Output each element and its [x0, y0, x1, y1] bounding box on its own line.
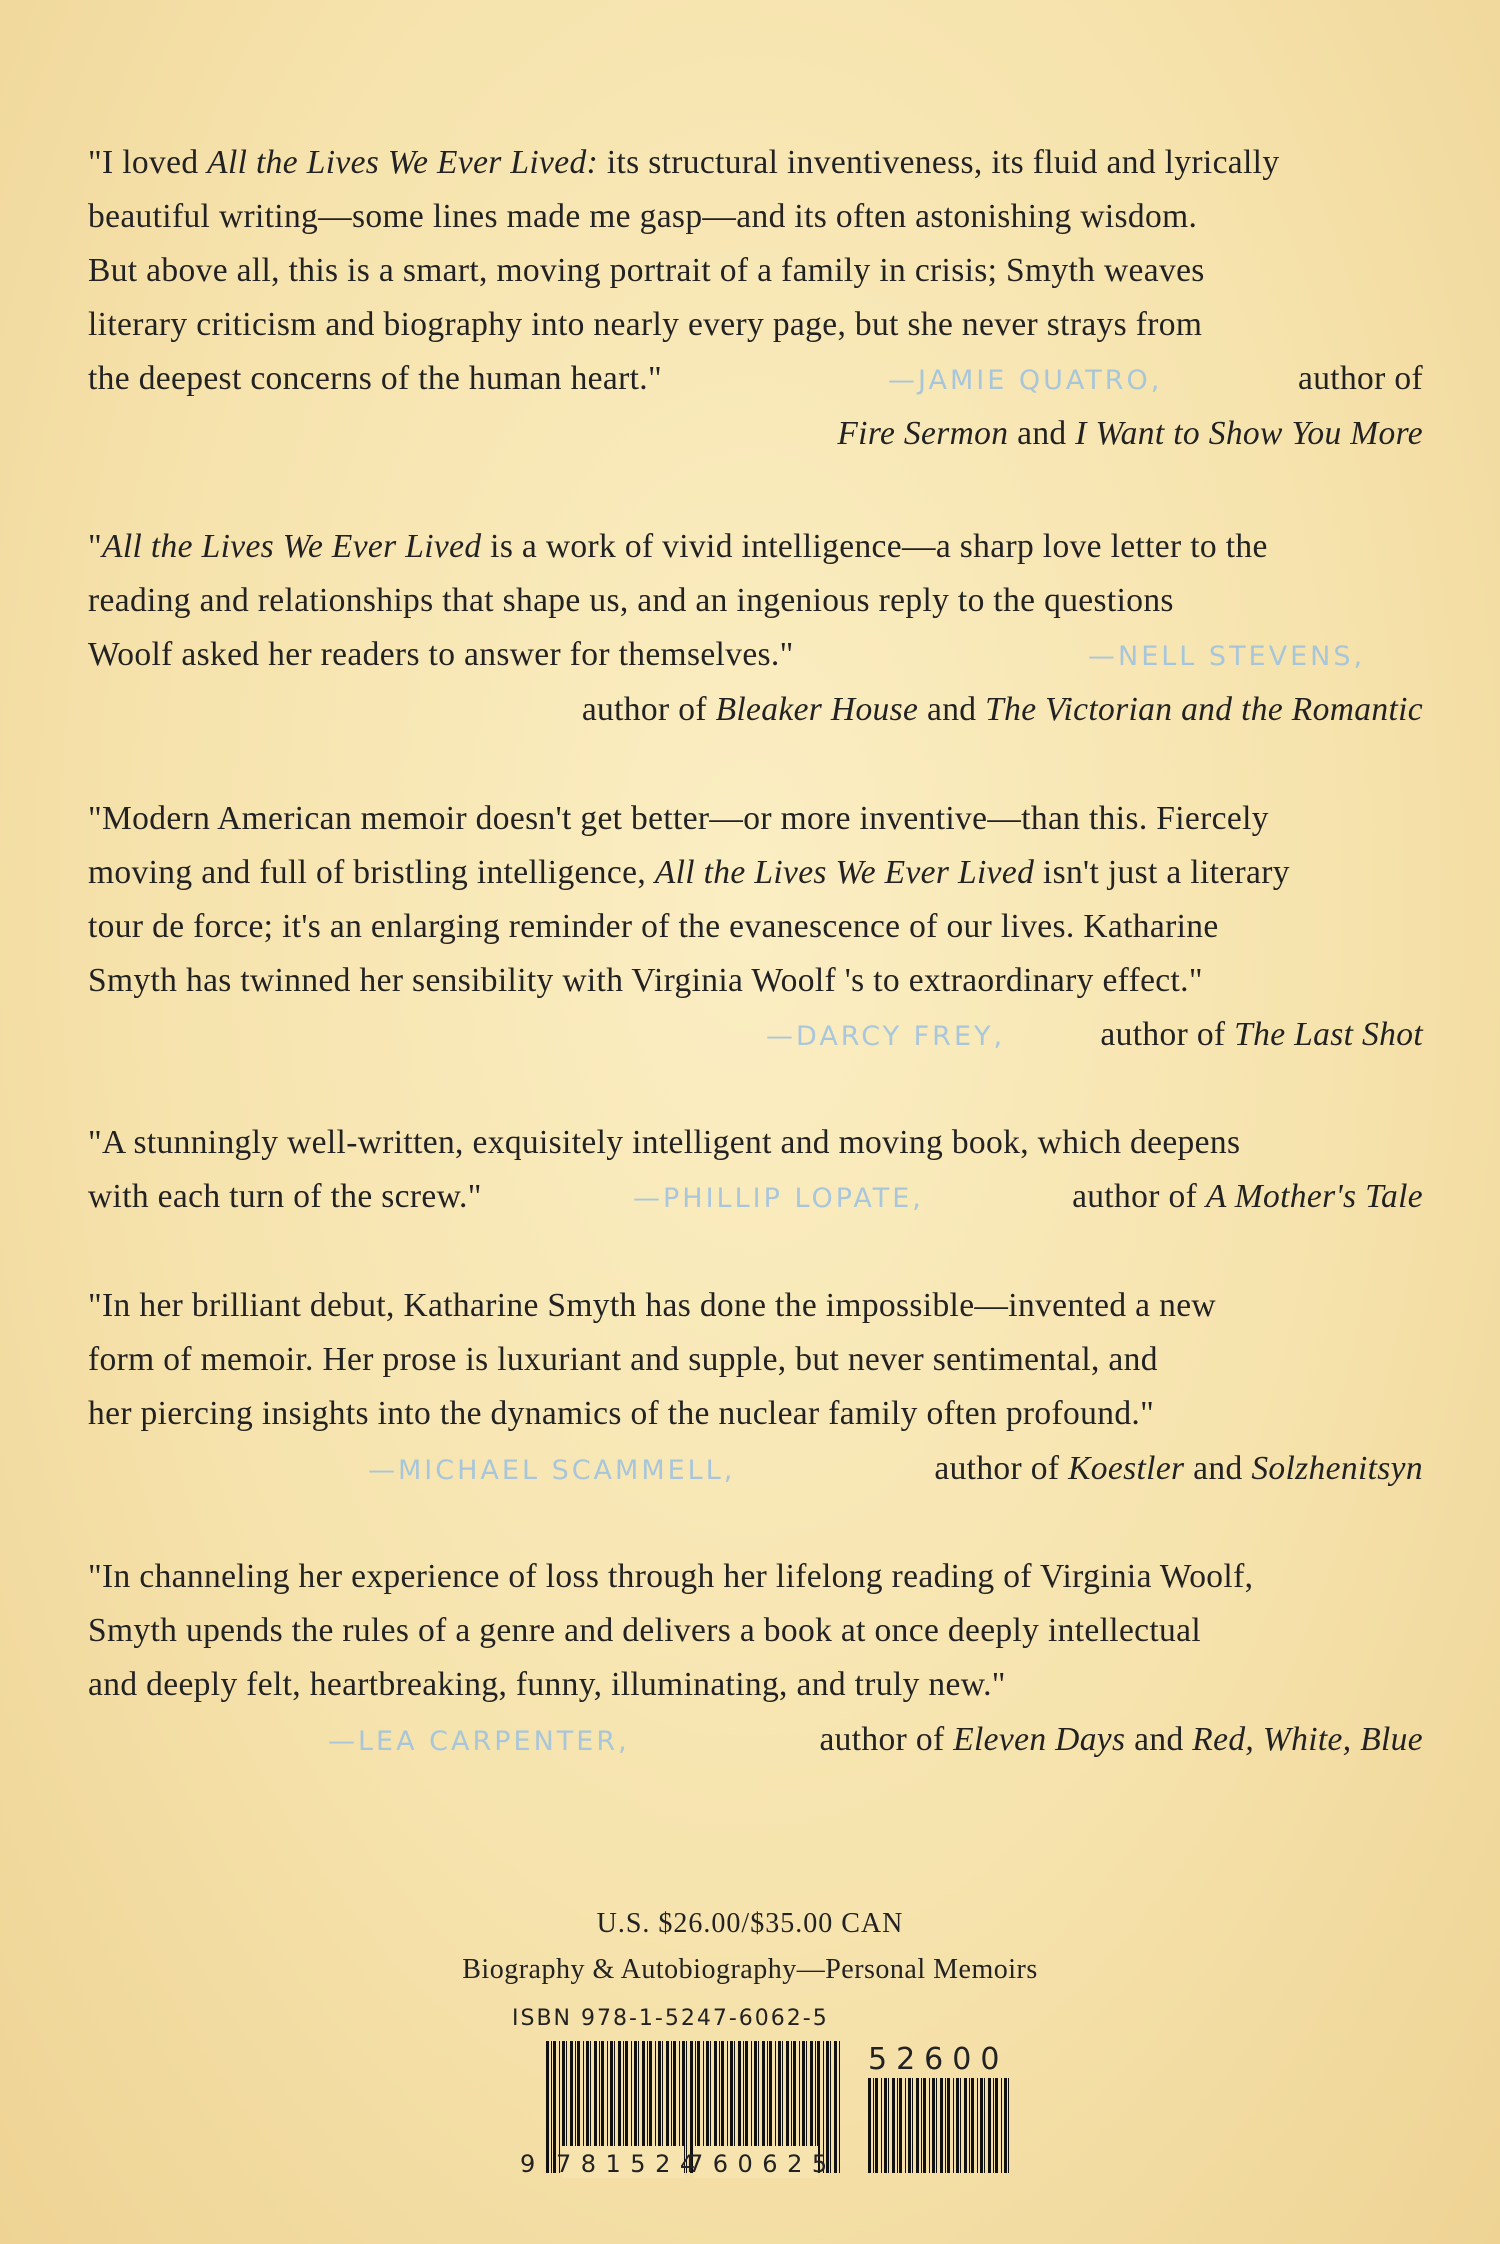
italic-title: Eleven Days: [953, 1721, 1126, 1758]
blurb-line: [88, 1665, 1006, 1705]
attribution-name: —PHILLIP LOPATE,: [633, 1183, 924, 1214]
text-run: "In channeling her experience of loss through her lifelong reading of Virginia Woolf,: [88, 1558, 1254, 1595]
attribution-credit: [1072, 1177, 1423, 1217]
text-run: the deepest concerns of the human heart.": [88, 360, 663, 397]
barcode-bar: [873, 2078, 874, 2173]
attribution-name: —JAMIE QUATRO,: [888, 365, 1163, 396]
blurb-line: [88, 359, 662, 399]
barcode-bar: [964, 2078, 967, 2173]
text-run: But above all, this is a smart, moving portrait of a family in crisis; Smyth weaves: [88, 252, 1205, 289]
barcode-bar: [969, 2078, 970, 2173]
blurb-line: [88, 1340, 1158, 1380]
blurb-line: [88, 799, 1269, 839]
blurb-line: [88, 143, 1279, 183]
blurb-line: [88, 635, 794, 675]
text-run: "In her brilliant debut, Katharine Smyth has done the impossible—invented a new: [88, 1287, 1216, 1324]
blurb-line: [88, 251, 1205, 291]
text-run: her piercing insights into the dynamics of the nuclear family often profound.": [88, 1395, 1155, 1432]
text-run: ": [88, 528, 103, 565]
barcode-bar: [932, 2078, 935, 2173]
barcode-bar: [977, 2078, 978, 2173]
italic-title: All the Lives We Ever Lived: [102, 528, 482, 565]
text-run: author of: [581, 691, 716, 728]
barcode-bar: [888, 2078, 889, 2173]
barcode-bar: [947, 2078, 950, 2173]
attribution-credit: [819, 1720, 1423, 1760]
text-run: with each turn of the screw.": [88, 1178, 482, 1215]
blurb-line: [88, 1557, 1253, 1597]
attribution-credit: [582, 690, 1423, 730]
barcode-bar: [551, 2041, 552, 2173]
text-run: Smyth upends the rules of a genre and delivers a book at once deeply intellectual: [88, 1612, 1202, 1649]
italic-title: All the Lives We Ever Lived:: [207, 144, 599, 181]
barcode-bar: [956, 2078, 959, 2173]
blurb-line: [88, 907, 1219, 947]
barcode-bar: [984, 2078, 985, 2173]
text-run: and: [918, 691, 986, 728]
text-run: its structural inventiveness, its fluid and lyrically: [598, 144, 1280, 181]
blurb-line: [88, 1611, 1201, 1651]
text-run: "Modern American memoir doesn't get better—or more inventive—than this. Fiercely: [88, 800, 1269, 837]
text-run: and: [1125, 1721, 1193, 1758]
attribution-name: —DARCY FREY,: [766, 1021, 1006, 1052]
isbn-digits-first: 9: [520, 2150, 536, 2178]
italic-title: Solzhenitsyn: [1251, 1450, 1423, 1487]
text-run: author of: [934, 1450, 1069, 1487]
blurb-line: [88, 961, 1203, 1001]
italic-title: Red, White, Blue: [1192, 1721, 1423, 1758]
barcode-bar: [905, 2078, 906, 2173]
text-run: literary criticism and biography into nearly every page, but she never strays from: [88, 306, 1203, 343]
barcode-addon-icon: [868, 2078, 1014, 2173]
blurb-line: [88, 853, 1290, 893]
barcode-addon-code: 52600: [868, 2042, 1009, 2077]
barcode-bar: [881, 2078, 882, 2173]
barcode-bar: [899, 2078, 902, 2173]
barcode-bar: [971, 2078, 974, 2173]
blurb-line: [88, 527, 1268, 567]
isbn-digits-right: 760625: [688, 2150, 837, 2178]
blurb-line: [88, 197, 1197, 237]
barcode-bar: [875, 2078, 878, 2173]
barcode-bar: [546, 2041, 549, 2173]
italic-title: Koestler: [1068, 1450, 1185, 1487]
barcode-bar: [884, 2078, 887, 2173]
barcode-bar: [995, 2078, 998, 2173]
italic-title: All the Lives We Ever Lived: [654, 854, 1035, 891]
blurb-line: [88, 1286, 1216, 1326]
price: U.S. $26.00/$35.00 CAN: [596, 1908, 904, 1939]
blurb-line: [88, 1177, 482, 1217]
attribution-credit: [1298, 359, 1423, 399]
text-run: author of: [1072, 1178, 1206, 1215]
attribution-credit: [837, 414, 1423, 454]
italic-title: Bleaker House: [715, 691, 919, 728]
text-run: moving and full of bristling intelligence,: [88, 854, 655, 891]
barcode-bar: [868, 2078, 871, 2173]
italic-title: Fire Sermon: [837, 415, 1009, 452]
text-run: Smyth has twinned her sensibility with Virginia Woolf 's to extraordinary effect.": [88, 962, 1203, 999]
italic-title: The Victorian and the Romantic: [985, 691, 1423, 728]
attribution-credit: [934, 1449, 1423, 1489]
barcode-bar: [923, 2078, 926, 2173]
attribution-credit: [1100, 1015, 1423, 1055]
barcode-bar: [993, 2078, 994, 2173]
barcode-bar: [980, 2078, 983, 2173]
blurb-line: [88, 1394, 1154, 1434]
text-run: reading and relationships that shape us, and an ingenious reply to the questions: [88, 582, 1174, 619]
barcode-bar: [1008, 2078, 1009, 2173]
text-run: author of: [1297, 360, 1423, 397]
attribution-name: —MICHAEL SCAMMELL,: [368, 1455, 736, 1486]
barcode-bar: [988, 2078, 991, 2173]
barcode-bar: [945, 2078, 946, 2173]
text-run: author of: [1100, 1016, 1235, 1053]
barcode-bar: [1004, 2078, 1007, 2173]
text-run: tour de force; it's an enlarging reminder of the evanescence of our lives. Katharine: [88, 908, 1219, 945]
barcode-bar: [897, 2078, 898, 2173]
isbn-digits-left: 781524: [556, 2150, 705, 2178]
blurb-line: [88, 1123, 1240, 1163]
italic-title: I Want to Show You More: [1075, 415, 1423, 452]
italic-title: A Mother's Tale: [1205, 1178, 1423, 1215]
text-run: "A stunningly well-written, exquisitely intelligent and moving book, which deepens: [88, 1124, 1241, 1161]
text-run: and: [1184, 1450, 1252, 1487]
italic-title: The Last Shot: [1234, 1016, 1423, 1053]
text-run: "I loved: [88, 144, 208, 181]
blurb-line: [88, 305, 1202, 345]
text-run: form of memoir. Her prose is luxuriant and supple, but never sentimental, and: [88, 1341, 1158, 1378]
isbn-label: ISBN 978-1-5247-6062-5: [512, 2006, 829, 2031]
text-run: and deeply felt, heartbreaking, funny, illuminating, and truly new.": [88, 1666, 1006, 1703]
barcode-bar: [940, 2078, 943, 2173]
category: Biography & Autobiography—Personal Memoirs: [462, 1954, 1038, 1985]
text-run: beautiful writing—some lines made me gasp—and its often astonishing wisdom.: [88, 198, 1198, 235]
attribution-name: —NELL STEVENS,: [1088, 641, 1366, 672]
text-run: is a work of vivid intelligence—a sharp love letter to the: [481, 528, 1268, 565]
barcode-bar: [839, 2041, 840, 2173]
text-run: Woolf asked her readers to answer for themselves.": [88, 636, 794, 673]
barcode-bar: [929, 2078, 930, 2173]
barcode-bar: [892, 2078, 895, 2173]
barcode-bar: [916, 2078, 919, 2173]
text-run: author of: [819, 1721, 954, 1758]
barcode-bar: [960, 2078, 961, 2173]
barcode-bar: [908, 2078, 911, 2173]
blurb-line: [88, 581, 1174, 621]
barcode-bar: [921, 2078, 922, 2173]
attribution-name: —LEA CARPENTER,: [328, 1726, 630, 1757]
text-run: and: [1008, 415, 1076, 452]
text-run: isn't just a literary: [1034, 854, 1290, 891]
barcode-bar: [912, 2078, 913, 2173]
barcode-bar: [1001, 2078, 1002, 2173]
barcode-bar: [953, 2078, 954, 2173]
barcode-bar: [936, 2078, 937, 2173]
